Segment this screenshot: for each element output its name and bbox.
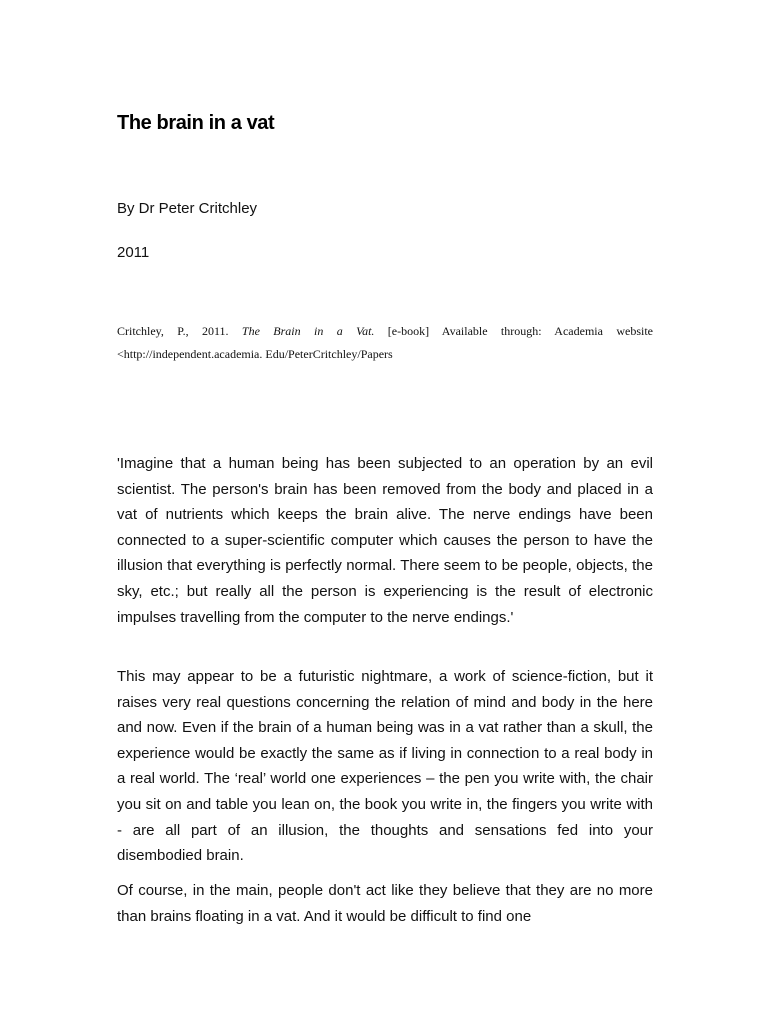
citation-prefix: Critchley, P., 2011. [117, 324, 242, 338]
citation-suffix: [e-book] Available through: Academia website [374, 324, 653, 338]
body-paragraph: This may appear to be a futuristic nightmare, a work of science-fiction, but it raises very real questions concerning the relation of mind and body in the here and now. Even if the brain of a human being was in a vat rather than a skull, the experience would be exactly the same as if living in connection to a real body in a real world. The ‘real’ world one experiences – the pen you write with, the chair you sit on and table you lean on, the book you write in, the fingers you write with - are all part of an illusion, the thoughts and sensations fed into your disembodied brain. [117, 668, 653, 865]
author-line: By Dr Peter Critchley [117, 200, 258, 217]
citation-work-title: The Brain in a Vat. [241, 324, 375, 338]
body-paragraph-quote: 'Imagine that a human being has been subjected to an operation by an evil scientist. The person's brain has been removed from the body and placed in a vat of nutrients which keeps the brain alive. The nerve endings have been connected to a super-scientific computer which causes the person to have the illusion that everything is perfectly normal. There seem to be people, objects, the sky, etc.; but really all the person is experiencing is the result of electronic impulses travelling from the computer to the nerve endings.' [117, 455, 653, 626]
publication-year: 2011 [117, 244, 150, 261]
body-paragraph: Of course, in the main, people don't act like they believe that they are no more than brains floating in a vat. And it would be difficult to find one [117, 882, 653, 925]
citation-url: <http://independent.academia. Edu/PeterCritchley/Papers [117, 347, 393, 361]
document-title: The brain in a vat [117, 112, 275, 134]
citation-line-1 [117, 320, 653, 343]
citation [117, 320, 653, 366]
